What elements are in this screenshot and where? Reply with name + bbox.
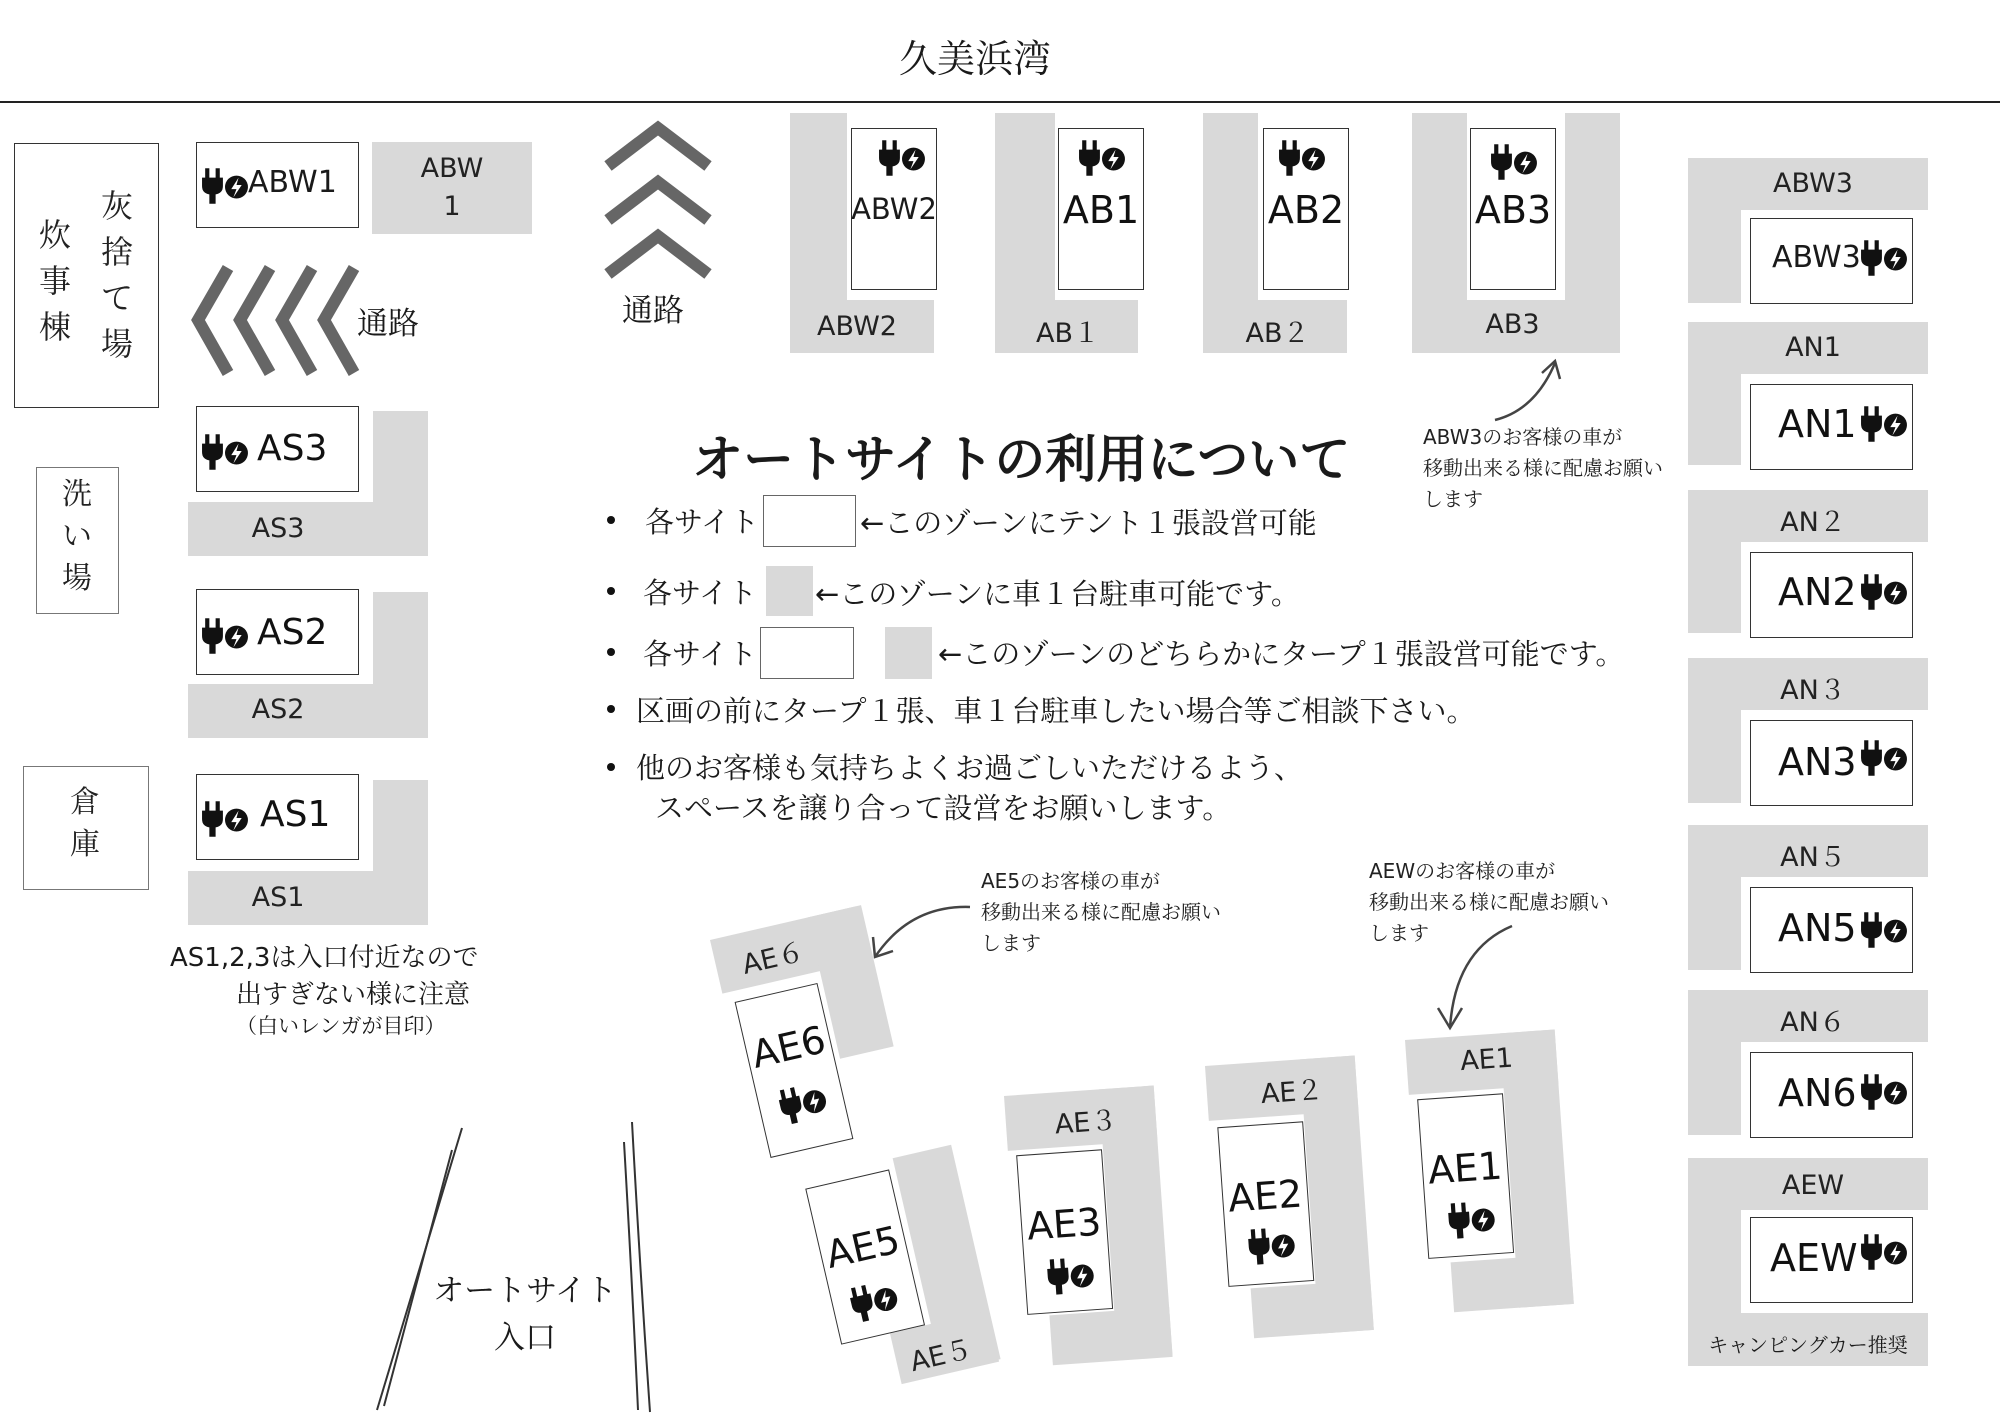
as3-zone-label: AS3 — [251, 513, 305, 544]
an2-site-label: AN2 — [1778, 570, 1857, 614]
ae1-site-label: AE1 — [1426, 1143, 1504, 1193]
ash-char: 灰 — [100, 187, 133, 225]
power-plug-icon — [1860, 910, 1908, 950]
storage-char: 庫 — [70, 827, 100, 862]
abw3-note-line: します — [1423, 487, 1483, 511]
as-note-line: 出すぎない様に注意 — [236, 980, 471, 1010]
an3-zone-label: AN３ — [1780, 675, 1846, 706]
bullet-dot — [607, 516, 615, 524]
an3-site-label: AN3 — [1778, 740, 1857, 784]
aew-note-line: AEWのお客様の車が — [1369, 859, 1556, 883]
ae3-zone-label: AE３ — [1053, 1105, 1119, 1141]
as2-site-label: AS2 — [257, 612, 328, 653]
abw3-note-line: ABW3のお客様の車が — [1423, 425, 1623, 449]
an2-parking-vertical — [1688, 490, 1741, 633]
entrance-label-line1: オートサイト — [433, 1273, 617, 1309]
power-plug-icon — [201, 166, 249, 206]
rule-5-text: 他のお客様も気持ちよくお過ごしいただけるよう、 — [636, 751, 1304, 785]
legend-parking-zone — [766, 566, 813, 616]
bullet-dot — [607, 705, 615, 713]
kitchen-label — [30, 212, 80, 350]
power-plug-icon — [1860, 1072, 1908, 1112]
kitchen-char: 炊 — [38, 216, 71, 254]
left-path-label: 通路 — [357, 306, 419, 342]
an6-site-label: AN6 — [1778, 1071, 1857, 1115]
page-title: 久美浜湾 — [898, 37, 1051, 81]
rule-1-text: ←このゾーンにテント１張設営可能 — [860, 506, 1317, 540]
an5-site-label: AN5 — [1778, 906, 1857, 950]
rules-title: オートサイトの利用について — [692, 431, 1351, 490]
ae3-site-label: AE3 — [1025, 1199, 1103, 1249]
power-plug-icon — [1860, 738, 1908, 778]
power-plug-icon — [201, 799, 249, 839]
ash-char: 場 — [100, 325, 133, 363]
power-plug-icon — [1860, 404, 1908, 444]
ash-char: 捨 — [100, 233, 133, 271]
power-plug-icon — [1860, 1232, 1908, 1272]
as1-zone-label: AS1 — [251, 882, 305, 913]
rule-4-text: 区画の前にタープ１張、車１台駐車したい場合等ご相談下さい。 — [636, 694, 1476, 728]
aew-zone-label: AEW — [1781, 1170, 1845, 1201]
bullet-dot — [607, 648, 615, 656]
wash-char: い — [62, 519, 92, 554]
as-note-line: （白いレンガが目印） — [236, 1014, 446, 1038]
power-plug-icon — [1860, 238, 1908, 278]
wash-label — [52, 474, 102, 600]
site-ae1 — [1405, 1026, 1625, 1329]
power-plug-icon — [1078, 138, 1126, 178]
wash-char: 洗 — [62, 477, 92, 512]
rule-5-text-line2: スペースを譲り合って設営をお願いします。 — [655, 791, 1232, 825]
rule-2-prefix: 各サイト — [643, 576, 757, 610]
as-note-line: AS1,2,3は入口付近なので — [170, 943, 479, 973]
rule-1-prefix: 各サイト — [645, 505, 759, 539]
an3-parking-vertical — [1688, 658, 1741, 803]
ae2-parking-bottom — [1251, 1280, 1374, 1338]
an2-zone-label: AN２ — [1780, 507, 1846, 538]
shore-line — [0, 101, 2000, 103]
ae6-zone-label: AE６ — [739, 936, 808, 981]
ash-char: て — [100, 279, 133, 317]
top-path-label: 通路 — [622, 293, 684, 329]
top-path-chevrons-icon — [603, 118, 715, 288]
abw3-note — [1423, 422, 1663, 515]
aew-note-line: します — [1369, 921, 1429, 945]
ab1-zone-label: AB１ — [1036, 318, 1100, 349]
power-plug-icon — [1860, 572, 1908, 612]
ab1-site-label: AB1 — [1062, 188, 1140, 232]
kitchen-char: 棟 — [38, 308, 71, 346]
an1-zone-label: AN1 — [1785, 332, 1841, 363]
an6-parking-vertical — [1688, 990, 1741, 1135]
storage-char: 倉 — [70, 785, 100, 820]
ab2-site-label: AB2 — [1267, 188, 1345, 232]
power-plug-icon — [1278, 138, 1326, 178]
legend-tent-zone — [763, 495, 856, 547]
kitchen-char: 事 — [38, 262, 71, 300]
site-ae2 — [1205, 1052, 1425, 1355]
an5-zone-label: AN５ — [1780, 842, 1846, 873]
as1-site-label: AS1 — [260, 794, 331, 835]
legend-tarp-zone-white — [760, 627, 854, 679]
power-plug-icon — [1045, 1254, 1096, 1297]
power-plug-icon — [201, 432, 249, 472]
as-note — [170, 940, 478, 1039]
ae6-site-label: AE6 — [747, 1017, 830, 1077]
rule-3-prefix: 各サイト — [643, 637, 757, 671]
ae2-site-label: AE2 — [1226, 1171, 1304, 1221]
entrance-label-line2: 入口 — [494, 1320, 556, 1356]
ab3-site-label: AB3 — [1474, 188, 1552, 232]
as3-site-label: AS3 — [257, 428, 328, 469]
rule-2-text: ←このゾーンに車１台駐車可能です。 — [815, 577, 1300, 611]
as2-zone-label: AS2 — [251, 694, 305, 725]
ash-label — [92, 183, 142, 367]
ae5-note-line: します — [981, 931, 1041, 955]
an5-parking-vertical — [1688, 825, 1741, 970]
ae1-parking-bottom — [1451, 1254, 1574, 1312]
abw1-site-label: ABW1 — [248, 165, 337, 200]
abw2-site-label: ABW2 — [851, 192, 937, 226]
storage-label — [60, 782, 110, 866]
abw1-zone-label — [372, 150, 532, 226]
power-plug-icon — [1246, 1224, 1297, 1267]
rule-3-text: ←このゾーンのどちらかにタープ１張設営可能です。 — [938, 637, 1625, 671]
aew-camper-note: キャンピングカー推奨 — [1708, 1333, 1908, 1357]
bullet-dot — [607, 763, 615, 771]
aew-note-line: 移動出来る様に配慮お願い — [1369, 890, 1609, 914]
an1-site-label: AN1 — [1778, 402, 1857, 446]
abw1-zone-label-line1: ABW — [420, 153, 484, 184]
ae5-zone-label: AE５ — [907, 1333, 976, 1379]
power-plug-icon — [1446, 1198, 1497, 1241]
aew-site-label: AEW — [1770, 1236, 1858, 1280]
aew-note-arrow-icon — [1430, 920, 1520, 1035]
abw1-zone-label-line2: 1 — [443, 191, 461, 222]
an1-parking-vertical — [1688, 322, 1741, 465]
wash-char: 場 — [62, 561, 92, 596]
ab2-zone-label: AB２ — [1245, 318, 1310, 349]
power-plug-icon — [878, 138, 926, 178]
abw3-zone-label: ABW3 — [1773, 168, 1853, 199]
abw3-parking-vertical — [1688, 158, 1741, 303]
ae5-note-line: AE5のお客様の車が — [981, 869, 1161, 893]
power-plug-icon — [1490, 142, 1538, 182]
ab3-zone-label: AB3 — [1485, 309, 1540, 340]
power-plug-icon — [201, 616, 249, 656]
bullet-dot — [607, 587, 615, 595]
ae2-zone-label: AE２ — [1259, 1074, 1325, 1111]
ae5-note-line: 移動出来る様に配慮お願い — [981, 900, 1221, 924]
abw3-note-arrow-icon — [1490, 355, 1570, 425]
ae5-site-label: AE5 — [821, 1217, 904, 1278]
legend-tarp-zone-gray — [885, 627, 932, 679]
abw2-zone-label: ABW2 — [817, 311, 897, 342]
ae3-parking-bottom — [1049, 1307, 1172, 1365]
an6-zone-label: AN６ — [1780, 1007, 1846, 1038]
abw3-note-line: 移動出来る様に配慮お願い — [1423, 456, 1663, 480]
ae1-zone-label: AE1 — [1459, 1042, 1514, 1078]
abw3-site-label: ABW3 — [1772, 240, 1861, 275]
entrance-label — [425, 1268, 625, 1362]
left-path-chevrons-icon — [190, 263, 365, 378]
ae5-note — [981, 866, 1221, 959]
site-ae3 — [1004, 1082, 1224, 1385]
